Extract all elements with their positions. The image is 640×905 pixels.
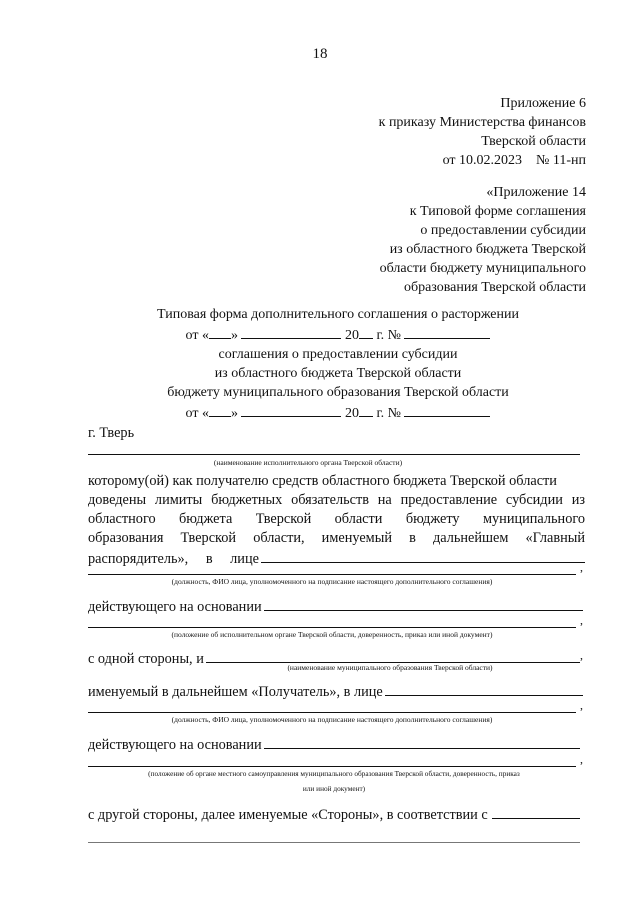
executive-body-field[interactable] xyxy=(88,454,580,455)
caption-executive-body: (наименование исполнительного органа Тверской области) xyxy=(213,458,403,467)
official-2-field[interactable] xyxy=(88,712,576,713)
appendix-14-line: «Приложение 14 xyxy=(486,185,586,200)
day-field[interactable] xyxy=(209,402,231,417)
paragraph-line: доведены лимиты бюджетных обязательств на предоставление субсидии из xyxy=(88,492,585,508)
basis-2-continuation-field[interactable] xyxy=(88,766,576,767)
accordance-continuation-field[interactable] xyxy=(88,842,580,843)
caption-municipality: (наименование муниципального образования Тверской области) xyxy=(287,663,493,672)
recipient-representative-field[interactable] xyxy=(385,681,583,696)
basis-1-field[interactable] xyxy=(264,596,583,611)
main-paragraph xyxy=(88,472,585,569)
caption-basis-2 xyxy=(84,769,584,794)
appendix-14-header xyxy=(380,183,586,297)
caption-official-2: (должность, ФИО лица, уполномоченного на подписание настоящего дополнительного соглашения) xyxy=(171,715,493,724)
paragraph-line: областного бюджета Тверской области бюджету муниципального xyxy=(88,511,585,527)
paragraph-line: которому(ой) как получателю средств областного бюджета Тверской области xyxy=(88,473,557,489)
day-field[interactable] xyxy=(209,324,231,339)
paragraph-line: образования Тверской области, именуемый в дальнейшем «Главный xyxy=(88,530,585,546)
caption-basis-1: (положение об исполнительном органе Тверской области, доверенность, приказ или иной документ) xyxy=(171,630,493,639)
caption-basis-2-line: (положение об органе местного самоуправления муниципального образования Тверской области, доверенность, приказ xyxy=(148,769,520,778)
title-line-4: из областного бюджета Тверской области xyxy=(214,366,462,381)
paragraph-line: распорядитель», в лице xyxy=(88,551,259,567)
document-title xyxy=(100,305,576,423)
comma: , xyxy=(580,698,583,712)
other-side-label: с другой стороны, далее именуемые «Стороны», в соответствии с xyxy=(88,807,488,823)
appendix-14-line: к Типовой форме соглашения xyxy=(409,204,586,219)
year-field[interactable] xyxy=(359,324,373,339)
appendix-6-line: от 10.02.2023 № 11-нп xyxy=(442,153,586,168)
appendix-6-line: Тверской области xyxy=(481,134,586,149)
comma: , xyxy=(580,648,583,662)
title-line-5: бюджету муниципального образования Тверской области xyxy=(167,385,509,400)
acting-basis-row-1 xyxy=(88,596,583,617)
appendix-6-line: Приложение 6 xyxy=(500,96,586,111)
caption-basis-2-line: или иной документ) xyxy=(302,784,366,793)
acting-basis-label: действующего на основании xyxy=(88,737,262,753)
number-field[interactable] xyxy=(404,324,490,339)
appendix-6-line: к приказу Министерства финансов xyxy=(378,115,586,130)
basis-2-field[interactable] xyxy=(264,734,580,749)
representative-field[interactable] xyxy=(261,548,585,563)
recipient-row xyxy=(88,681,583,702)
acting-basis-label: действующего на основании xyxy=(88,599,262,615)
basis-1-continuation-field[interactable] xyxy=(88,627,576,628)
number-field[interactable] xyxy=(404,402,490,417)
appendix-14-line: образования Тверской области xyxy=(403,280,586,295)
comma: , xyxy=(580,752,583,766)
title-line-3: соглашения о предоставлении субсидии xyxy=(218,347,458,362)
municipality-field[interactable] xyxy=(206,648,580,663)
other-side-row xyxy=(88,804,580,825)
one-side-label: с одной стороны, и xyxy=(88,651,204,667)
recipient-label: именуемый в дальнейшем «Получатель», в лице xyxy=(88,684,383,700)
accordance-field[interactable] xyxy=(492,804,580,819)
caption-official-1: (должность, ФИО лица, уполномоченного на подписание настоящего дополнительного соглашения) xyxy=(171,577,493,586)
comma: , xyxy=(580,560,583,574)
appendix-14-line: области бюджету муниципального xyxy=(379,261,586,276)
acting-basis-row-2 xyxy=(88,734,580,755)
appendix-6-header xyxy=(379,94,586,170)
comma: , xyxy=(580,613,583,627)
appendix-14-line: из областного бюджета Тверской xyxy=(389,242,586,257)
month-field[interactable] xyxy=(241,324,341,339)
title-date-line-2: от « » 20 г. № xyxy=(100,402,576,423)
month-field[interactable] xyxy=(241,402,341,417)
appendix-14-line: о предоставлении субсидии xyxy=(420,223,586,238)
paragraph-line-with-field xyxy=(88,548,585,569)
title-date-line-1: от « » 20 г. № xyxy=(100,324,576,345)
year-field[interactable] xyxy=(359,402,373,417)
title-line-1: Типовая форма дополнительного соглашения о расторжении xyxy=(157,307,519,322)
city: г. Тверь xyxy=(88,425,135,441)
official-1-field[interactable] xyxy=(88,574,576,575)
page-number: 18 xyxy=(312,46,328,62)
